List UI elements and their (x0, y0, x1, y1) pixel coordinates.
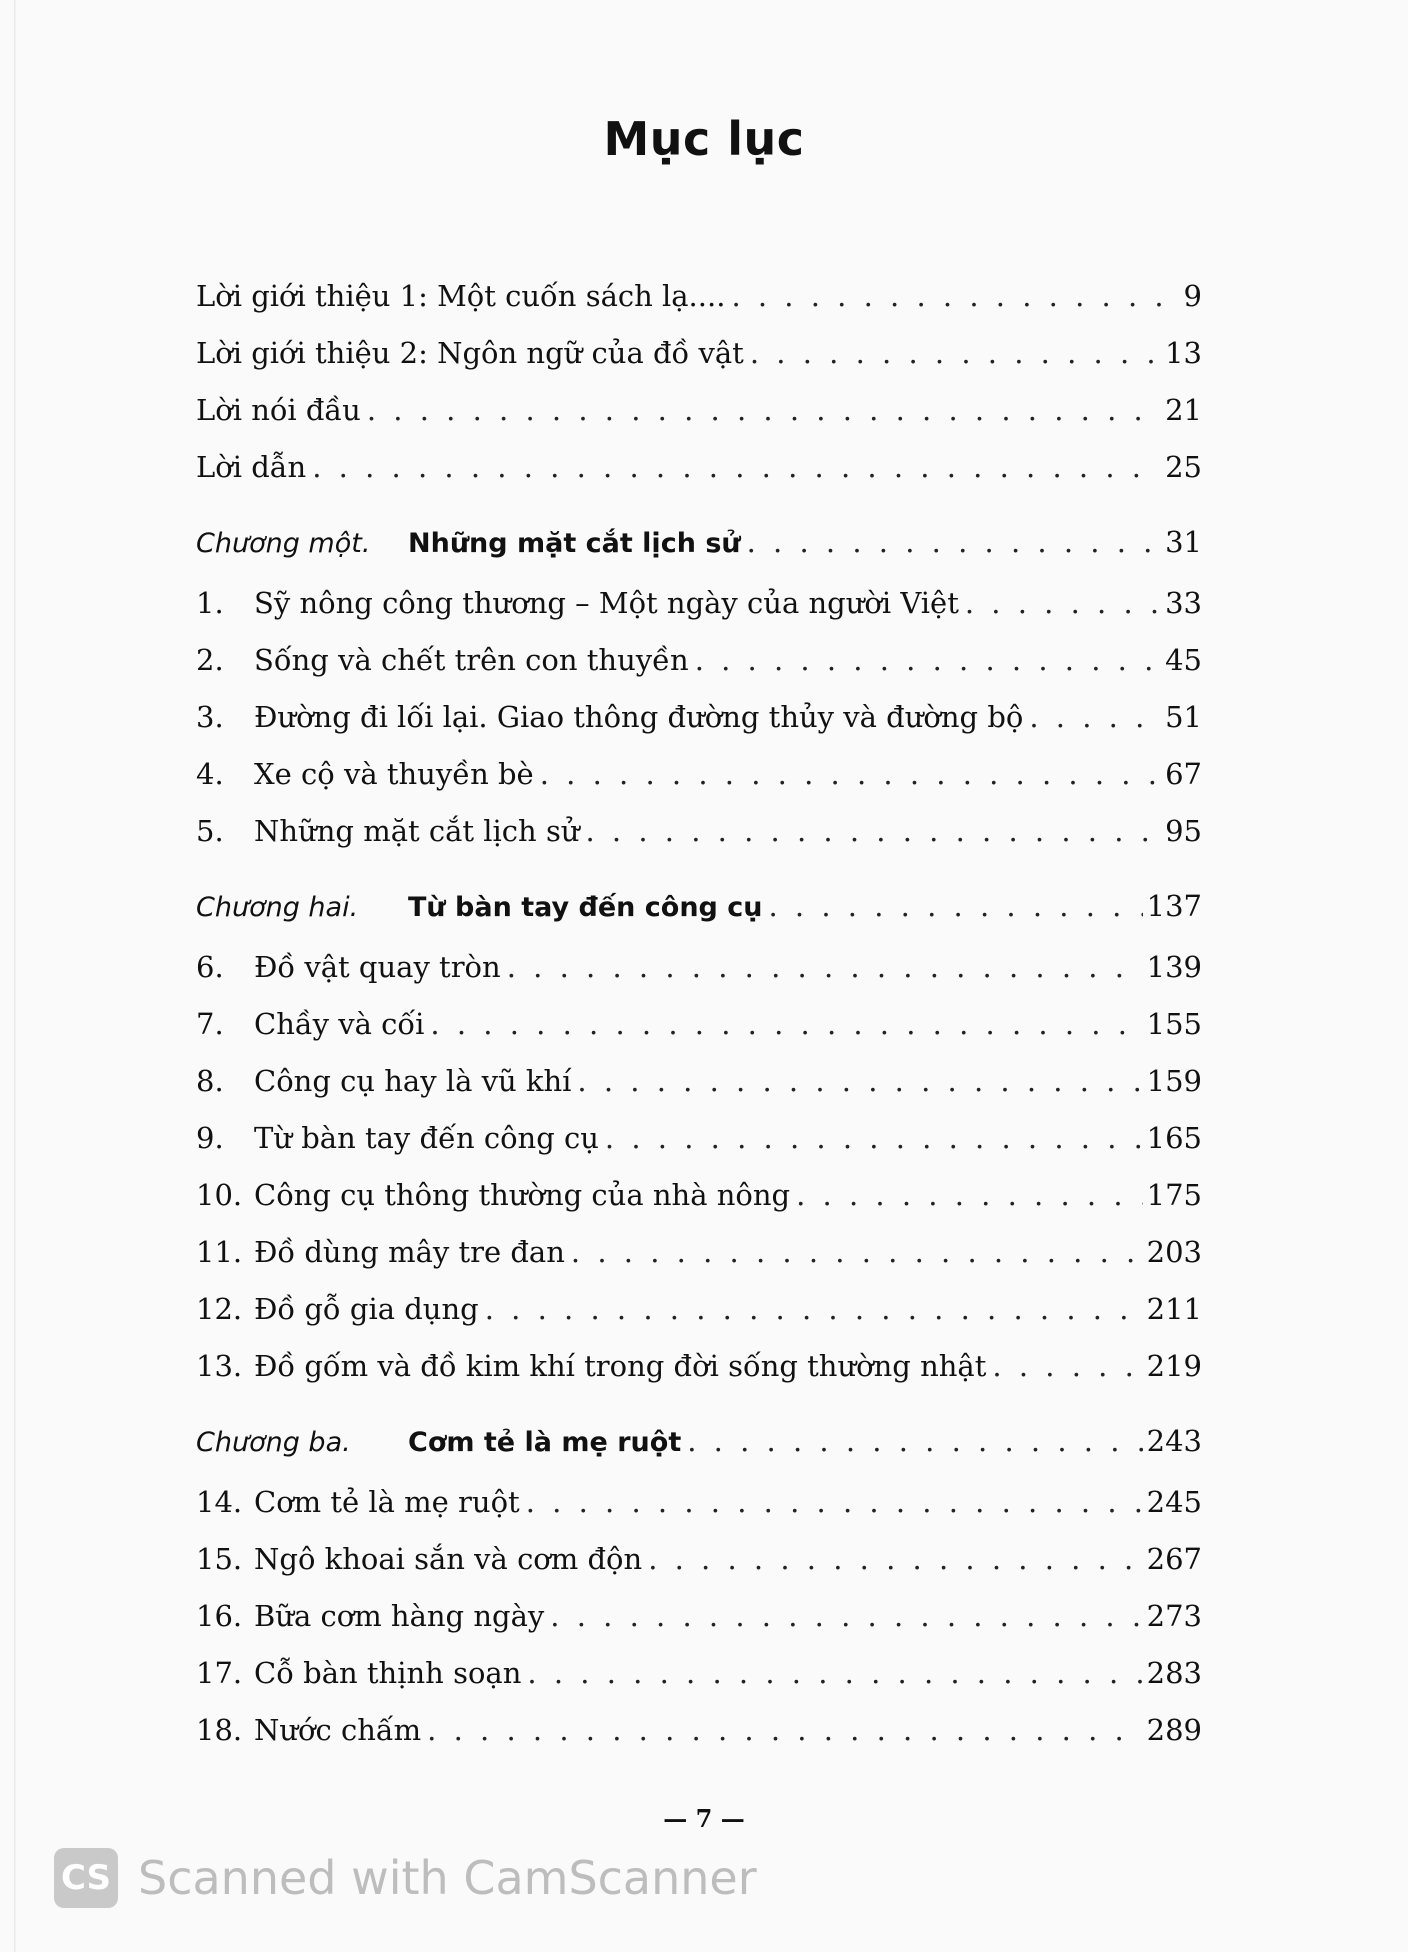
chapter-title: Những mặt cắt lịch sử (408, 528, 741, 559)
leader-dots (312, 439, 1161, 496)
toc-entry-label: Đồ vật quay tròn (254, 950, 501, 984)
leader-dots (750, 325, 1161, 382)
toc-entry-label: Lời dẫn (196, 450, 307, 484)
toc-entry-page: 139 (1146, 950, 1202, 984)
toc-entry-page: 95 (1165, 814, 1202, 848)
leader-dots (550, 1588, 1142, 1645)
page-number: — 7 — (663, 1804, 745, 1833)
toc-entry-label: Đồ gốm và đồ kim khí trong đời sống thường nhật (254, 1349, 987, 1383)
toc-entry (196, 1531, 1202, 1588)
page-title: Mục lục (603, 112, 805, 166)
toc-entry-label: Lời giới thiệu 2: Ngôn ngữ của đồ vật (196, 336, 744, 370)
toc-entry-number: 10. (196, 1178, 243, 1212)
toc-entry-number: 4. (196, 757, 224, 791)
leader-dots (605, 1110, 1143, 1167)
leader-dots (527, 1645, 1142, 1702)
toc-entry (196, 746, 1202, 803)
toc-entry-label: Lời giới thiệu 1: Một cuốn sách lạ.... (196, 279, 726, 313)
toc-entry (196, 268, 1202, 325)
toc-entry-page: 219 (1146, 1349, 1202, 1383)
toc-entry (196, 803, 1202, 860)
toc-entry-label: Đường đi lối lại. Giao thông đường thủy và đường bộ (254, 700, 1024, 734)
toc-entry (196, 1167, 1202, 1224)
toc-entry-page: 21 (1165, 393, 1202, 427)
leader-dots (731, 268, 1179, 325)
leader-dots (796, 1167, 1143, 1224)
toc-entry-number: 13. (196, 1349, 243, 1383)
leader-dots (427, 1702, 1142, 1759)
toc-entry (196, 382, 1202, 439)
toc-entry-page: 289 (1146, 1713, 1202, 1747)
toc-entry-label: Sống và chết trên con thuyền (254, 643, 689, 677)
toc-entry-label: Những mặt cắt lịch sử (254, 814, 580, 848)
leader-dots (526, 1474, 1143, 1531)
toc-entry (196, 575, 1202, 632)
toc-entry (196, 1338, 1202, 1395)
toc-entry-page: 165 (1146, 1121, 1202, 1155)
leader-dots (571, 1224, 1143, 1281)
toc-entry-page: 13 (1165, 336, 1202, 370)
leader-dots (992, 1338, 1142, 1395)
camscanner-logo-icon: CS (54, 1848, 118, 1908)
toc-entry-number: 14. (196, 1485, 243, 1519)
chapter-page: 31 (1165, 525, 1202, 559)
toc-entry-label: Cơm tẻ là mẹ ruột (254, 1485, 520, 1519)
toc-entry-page: 51 (1165, 700, 1202, 734)
toc-entry-number: 18. (196, 1713, 243, 1747)
chapter-heading (196, 1413, 1202, 1470)
toc-entry (196, 996, 1202, 1053)
toc-entry-label: Lời nói đầu (196, 393, 361, 427)
toc-entry (196, 1281, 1202, 1338)
chapter-heading (196, 878, 1202, 935)
toc-entry-label: Nước chấm (254, 1713, 422, 1747)
toc-entry-number: 6. (196, 950, 224, 984)
toc-entry-number: 9. (196, 1121, 224, 1155)
toc-entry (196, 1110, 1202, 1167)
toc-entry-number: 1. (196, 586, 224, 620)
chapter-page: 243 (1146, 1424, 1202, 1458)
toc-entry-label: Xe cộ và thuyền bè (254, 757, 534, 791)
toc-entry-label: Đồ gỗ gia dụng (254, 1292, 479, 1326)
toc-entry-label: Cỗ bàn thịnh soạn (254, 1656, 522, 1690)
toc-entry-page: 33 (1165, 586, 1202, 620)
leader-dots (695, 632, 1161, 689)
toc-entry-page: 283 (1146, 1656, 1202, 1690)
toc-entry-label: Công cụ hay là vũ khí (254, 1064, 572, 1098)
leader-dots (1029, 689, 1161, 746)
toc-entry-page: 67 (1165, 757, 1202, 791)
chapter-label: Chương hai. (196, 892, 359, 923)
leader-dots (540, 746, 1161, 803)
toc-entry (196, 939, 1202, 996)
toc-entry (196, 1702, 1202, 1759)
leader-dots (965, 575, 1161, 632)
toc-entry-label: Chầy và cối (254, 1007, 425, 1041)
leader-dots (485, 1281, 1143, 1338)
toc-entry-page: 267 (1146, 1542, 1202, 1576)
toc-entry-number: 11. (196, 1235, 243, 1269)
toc-entry-page: 9 (1183, 279, 1202, 313)
toc-entry (196, 1588, 1202, 1645)
toc-entry-page: 45 (1165, 643, 1202, 677)
leader-dots (367, 382, 1161, 439)
toc-entry-page: 159 (1146, 1064, 1202, 1098)
toc-entry-number: 3. (196, 700, 224, 734)
leader-dots (430, 996, 1142, 1053)
leader-dots (769, 878, 1143, 935)
toc-entry (196, 1224, 1202, 1281)
toc-entry (196, 632, 1202, 689)
toc-entry (196, 1645, 1202, 1702)
toc-entry-number: 12. (196, 1292, 243, 1326)
chapter-label: Chương một. (196, 528, 371, 559)
table-of-contents (196, 268, 1202, 1759)
toc-entry-number: 2. (196, 643, 224, 677)
toc-entry-page: 25 (1165, 450, 1202, 484)
toc-entry-page: 203 (1146, 1235, 1202, 1269)
toc-entry-label: Bữa cơm hàng ngày (254, 1599, 545, 1633)
toc-entry-page: 155 (1146, 1007, 1202, 1041)
scanner-watermark: Scanned with CamScanner (138, 1851, 757, 1905)
toc-entry (196, 1053, 1202, 1110)
chapter-title: Cơm tẻ là mẹ ruột (408, 1427, 682, 1458)
toc-entry-label: Đồ dùng mây tre đan (254, 1235, 565, 1269)
chapter-label: Chương ba. (196, 1427, 351, 1458)
toc-entry-label: Sỹ nông công thương – Một ngày của người Việt (254, 586, 959, 620)
toc-entry-page: 273 (1146, 1599, 1202, 1633)
toc-entry (196, 439, 1202, 496)
toc-entry-number: 7. (196, 1007, 224, 1041)
leader-dots (507, 939, 1143, 996)
leader-dots (586, 803, 1162, 860)
toc-entry (196, 689, 1202, 746)
leader-dots (687, 1413, 1142, 1470)
toc-entry-number: 17. (196, 1656, 243, 1690)
toc-entry-number: 8. (196, 1064, 224, 1098)
toc-entry-label: Công cụ thông thường của nhà nông (254, 1178, 791, 1212)
toc-entry-number: 15. (196, 1542, 243, 1576)
leader-dots (747, 514, 1161, 571)
leader-dots (577, 1053, 1142, 1110)
chapter-title: Từ bàn tay đến công cụ (408, 892, 763, 923)
page-edge-shadow (14, 0, 16, 1952)
chapter-page: 137 (1146, 889, 1202, 923)
toc-entry (196, 325, 1202, 382)
toc-entry (196, 1474, 1202, 1531)
chapter-heading (196, 514, 1202, 571)
toc-entry-page: 175 (1146, 1178, 1202, 1212)
toc-entry-page: 211 (1146, 1292, 1202, 1326)
toc-entry-label: Từ bàn tay đến công cụ (254, 1121, 599, 1155)
toc-entry-number: 16. (196, 1599, 243, 1633)
leader-dots (648, 1531, 1142, 1588)
toc-entry-number: 5. (196, 814, 224, 848)
toc-entry-label: Ngô khoai sắn và cơm độn (254, 1542, 643, 1576)
toc-entry-page: 245 (1146, 1485, 1202, 1519)
